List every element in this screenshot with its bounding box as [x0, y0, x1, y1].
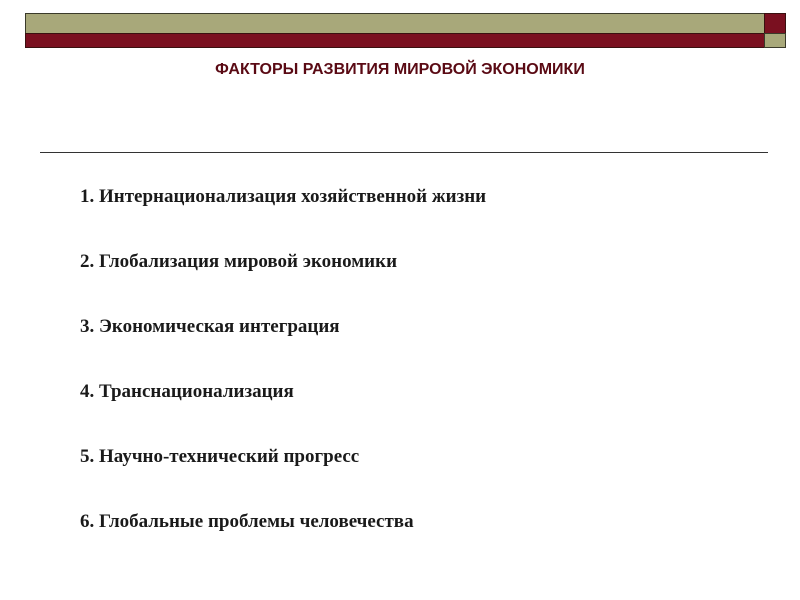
header-corner-square-maroon	[764, 13, 786, 35]
factors-list	[80, 184, 486, 574]
list-item: 5. Научно-технический прогресс	[80, 446, 360, 467]
header-bar-maroon	[25, 33, 765, 48]
header-corner-square-olive	[764, 33, 786, 48]
list-item: 4. Транснационализация	[80, 381, 294, 402]
list-item: 3. Экономическая интеграция	[80, 316, 340, 337]
slide-title: ФАКТОРЫ РАЗВИТИЯ МИРОВОЙ ЭКОНОМИКИ	[215, 61, 585, 78]
header-bar-olive	[25, 13, 765, 35]
divider-line	[40, 152, 768, 153]
list-item: 6. Глобальные проблемы человечества	[80, 511, 414, 532]
list-item: 1. Интернационализация хозяйственной жизни	[80, 186, 487, 207]
list-item: 2. Глобализация мировой экономики	[80, 251, 398, 272]
